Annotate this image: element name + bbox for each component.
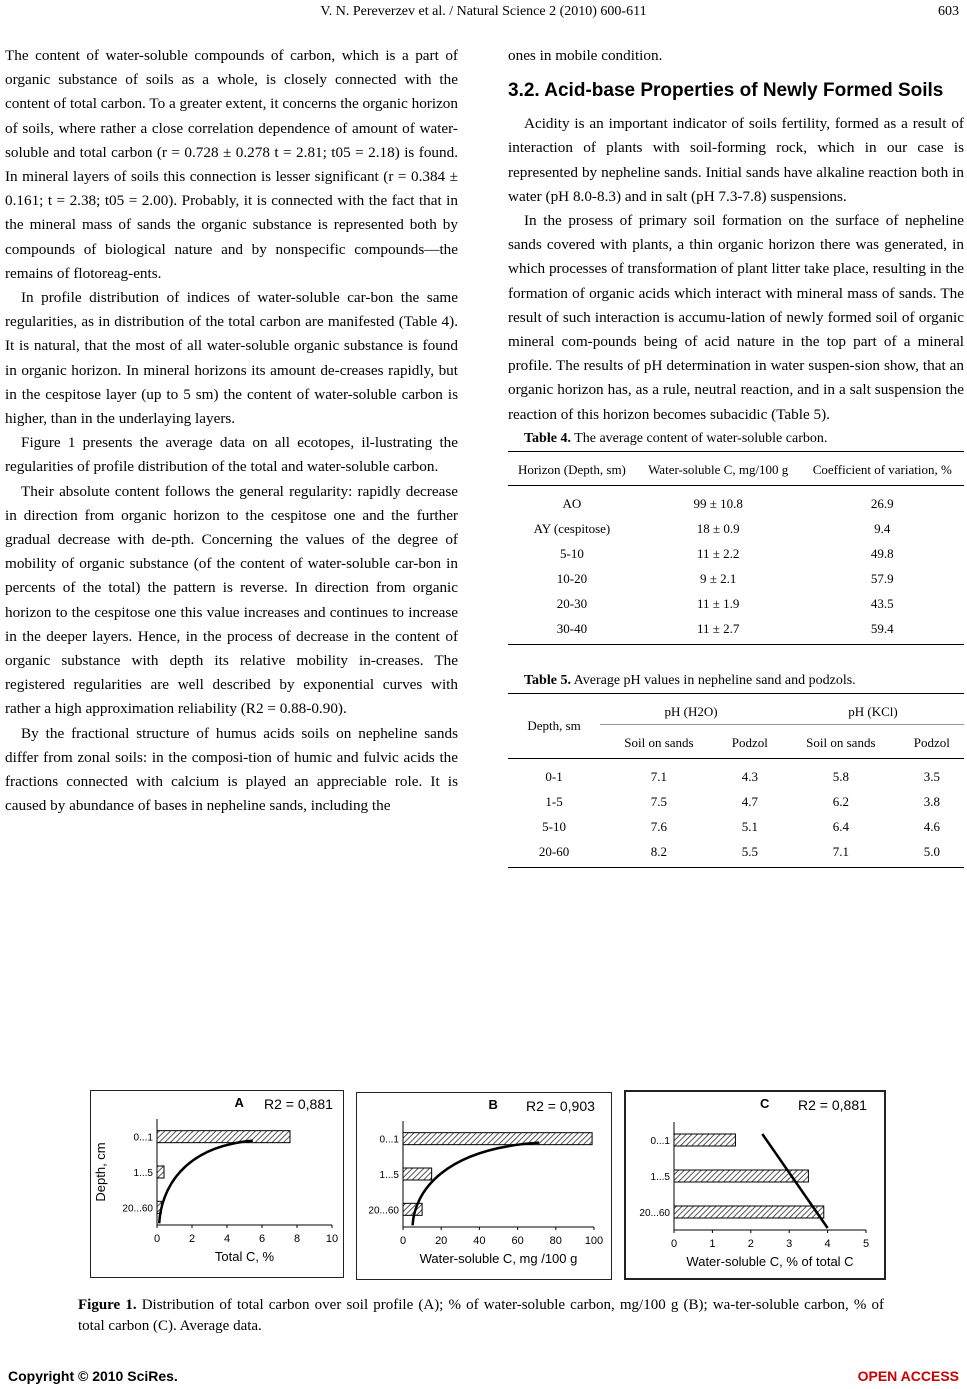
copyright: Copyright © 2010 SciRes. (8, 1368, 178, 1384)
x-tick-label: 6 (258, 1233, 266, 1245)
y-tick-label: 20...60 (122, 1203, 153, 1215)
table4-cell: AO (562, 495, 582, 511)
x-tick-label: 1 (709, 1238, 716, 1250)
left-column (5, 44, 458, 819)
x-tick-label: 40 (473, 1235, 486, 1247)
paragraph: Acidity is an important indicator of soils fertility, formed as a result of interaction of plants with soil-forming rock, which in our case is represented by nepheline sands. Initial sands have alkaline reaction both in water (pH 8.0-8.3) and in salt (pH 7.3-7.8) suspensions. (508, 115, 964, 205)
table5-cell: 4.7 (741, 793, 758, 809)
table5 (508, 693, 964, 868)
paragraph: In profile distribution of indices of water-soluble car-bon the same regularities, as in distribution of the total carbon are manifested (Table 4). It is natural, that the most of all water-soluble organic substance is found in organic horizon. In mineral horizons its amount de-creases rapidly, but in the cespitose layer (up to 5 sm) the content of water-soluble carbon is higher, than in the underlaying layers. (5, 289, 458, 428)
table5-cell: 1-5 (545, 793, 563, 809)
table5-cell: 5.0 (923, 843, 940, 859)
x-tick-label: 0 (670, 1238, 678, 1250)
x-tick-label: 2 (747, 1238, 754, 1250)
y-tick-label: 0...1 (379, 1134, 399, 1146)
chart-b (357, 1093, 611, 1279)
chart-c (626, 1092, 884, 1278)
x-tick-label: 10 (325, 1233, 339, 1245)
y-tick-label: 20...60 (639, 1208, 670, 1219)
table5-group-kcl: pH (KCl) (782, 694, 964, 725)
table4-cell: 11 ± 2.7 (696, 620, 740, 636)
table5-cell: 6.4 (832, 818, 849, 834)
table5-subheader: Podzol (718, 725, 782, 759)
table5-cell: 4.6 (923, 818, 940, 834)
table4-row (508, 616, 964, 645)
page-number: 603 (938, 4, 959, 19)
table4-caption-text: The average content of water-soluble carbon. (570, 430, 828, 446)
bar (674, 1134, 735, 1146)
y-tick-label: 20...60 (368, 1205, 399, 1217)
paragraph: ones in mobile condition. (508, 47, 663, 64)
y-tick-label: 0...1 (650, 1136, 670, 1147)
table5-cell: 5-10 (542, 818, 566, 834)
table5-subheader: Podzol (900, 725, 964, 759)
table4-row (508, 566, 964, 591)
table5-cell: 5.1 (741, 818, 758, 834)
table4-cell: 49.8 (870, 545, 894, 561)
bar (157, 1166, 164, 1178)
table5-cell: 7.1 (650, 768, 668, 784)
table5-row (508, 839, 964, 868)
chart-a (91, 1091, 343, 1277)
table5-cell: 3.5 (923, 768, 940, 784)
table5-caption (508, 669, 964, 693)
table5-row (508, 814, 964, 839)
table4-cell: 30-40 (556, 620, 588, 636)
table5-cell: 4.3 (741, 768, 758, 784)
chart-panel-c (624, 1090, 886, 1280)
x-tick-label: 5 (862, 1238, 870, 1250)
table5-cell: 6.2 (832, 793, 849, 809)
bar (674, 1206, 824, 1218)
table5-row (508, 759, 964, 790)
chart-title: B (488, 1097, 498, 1112)
table4 (508, 451, 964, 645)
paragraph: Figure 1 presents the average data on all ecotopes, il-lustrating the regularities of profile distribution of the total and water-soluble carbon. (5, 434, 458, 476)
table4-cell: 57.9 (870, 570, 894, 586)
table4-header: Water-soluble C, mg/100 g (636, 452, 801, 486)
y-tick-label: 1...5 (133, 1168, 153, 1179)
table5-group-h2o: pH (H2O) (600, 694, 782, 725)
table5-row (508, 789, 964, 814)
bar (157, 1131, 290, 1143)
y-tick-label: 1...5 (379, 1170, 399, 1181)
chart-title: C (760, 1096, 770, 1111)
running-header (0, 4, 967, 24)
x-tick-label: 2 (188, 1233, 196, 1245)
x-axis-label: Water-soluble C, mg /100 g (419, 1251, 578, 1266)
y-axis-label: Depth, cm (93, 1142, 108, 1202)
table4-row (508, 541, 964, 566)
table5-cell: 5.8 (832, 768, 849, 784)
paragraph: The content of water-soluble compounds of carbon, which is a part of organic substance of soils as a whole, is closely connected with the content of total carbon. To a greater extent, it concerns the organic horizon of soils, where rather a close correlation dependence of amount of water-soluble and total carbon (r = 0.728 ± 0.278 t = 2.81; t05 = 2.18) is found. In mineral layers of soils this connection is lesser significant (r = 0.384 ± 0.161; t = 2.38; t05 = 2.00). Probably, it is connected with the fact that in the mineral mass of sands the organic substance is represented both by compounds of biological nature and by nonspecific compounds—the remains of flotoreag-ents. (5, 47, 458, 282)
table5-cell: 3.8 (923, 793, 940, 809)
table5-caption-text: Average pH values in nepheline sand and podzols. (570, 673, 856, 689)
bar (403, 1203, 422, 1215)
table5-cell: 7.6 (650, 818, 668, 834)
table4-cell: 10-20 (556, 570, 588, 586)
table5-cell: 7.1 (832, 843, 849, 859)
paragraph: In the prosess of primary soil formation on the surface of nepheline sands covered with plants, a thin organic horizon there was generated, in which processes of transformation of plant litter take place, resulting in the formation of organic acids which interact with mineral mass of sands. The result of such interaction is accumu-lation of newly formed soil of organic mineral com-pounds being of acid nature in the top part of a mineral profile. The results of pH determination in water suspen-sion show, that an organic horizon has, as a rule, neutral reaction, and in a salt suspension the reaction of this horizon becomes subacidic (Table 5). (508, 212, 964, 423)
table5-cell: 5.5 (741, 843, 758, 859)
x-tick-label: 3 (786, 1238, 793, 1250)
r-squared-label: R2 = 0,881 (798, 1097, 867, 1113)
x-tick-label: 4 (223, 1233, 231, 1245)
x-tick-label: 0 (153, 1233, 161, 1245)
bar (403, 1168, 432, 1180)
table4-cell: AY (cespitose) (533, 520, 611, 536)
paragraph: By the fractional structure of humus acids soils on nepheline sands differ from zonal soils: in the composi-tion of humic and fulvic acids the fractions connected with calcium is played an appreciable role. It is caused by abundance of bases in nepheline sands, including the (5, 724, 458, 815)
x-tick-label: 8 (293, 1233, 301, 1245)
x-tick-label: 0 (399, 1235, 407, 1247)
bar (403, 1133, 592, 1145)
table4-row (508, 591, 964, 616)
table4-cell: 5-10 (560, 545, 584, 561)
open-access-label: OPEN ACCESS (857, 1368, 959, 1384)
table5-cell: 0-1 (545, 768, 563, 784)
table4-caption (508, 427, 964, 451)
x-axis-label: Total C, % (214, 1249, 275, 1264)
table4-cell: 9 ± 2.1 (700, 570, 737, 586)
table4-cell: 11 ± 2.2 (696, 545, 740, 561)
table4-cell: 20-30 (556, 595, 588, 611)
r-squared-label: R2 = 0,881 (264, 1096, 333, 1112)
trendline (159, 1141, 253, 1224)
x-tick-label: 80 (549, 1235, 562, 1247)
table5-subheader: Soil on sands (782, 725, 900, 759)
table4-cell: 59.4 (870, 620, 894, 636)
table4-row (508, 486, 964, 517)
x-axis-label: Water-soluble C, % of total C (686, 1254, 854, 1269)
chart-panel-a (90, 1090, 344, 1278)
table5-cell: 7.5 (650, 793, 668, 809)
r-squared-label: R2 = 0,903 (526, 1098, 595, 1114)
table4-header: Horizon (Depth, sm) (508, 452, 636, 486)
table4-cell: 43.5 (870, 595, 894, 611)
running-title: V. N. Pereverzev et al. / Natural Science 2 (2010) 600-611 (320, 4, 647, 19)
table4-caption-label: Table 4. (524, 430, 571, 446)
trendline (413, 1143, 540, 1226)
y-tick-label: 1...5 (650, 1172, 670, 1183)
table4-cell: 11 ± 1.9 (696, 595, 740, 611)
paragraph: Their absolute content follows the general regularity: rapidly decrease in direction from organic horizon to the cespitose one and the further gradual decrease with de-pth. Concerning the values of the degree of mobility of organic substance (of the content of water-soluble car-bon in percents of the total) the pattern is reverse. In direction from organic horizon to the cespitose one this value increases and continues to increase in the deeper layers. Hence, in the process of decrease in the content of organic substance with depth its relative mobility in-creases. The registered regularities are well described by exponential curves with rather a high approximation reliability (R2 = 0.88-0.90). (5, 482, 458, 718)
section-heading: 3.2. Acid-base Properties of Newly Formed Soils (508, 80, 944, 102)
table5-caption-label: Table 5. (524, 673, 571, 689)
table4-row (508, 516, 964, 541)
x-tick-label: 100 (584, 1235, 604, 1247)
figure-caption (78, 1295, 884, 1337)
table5-cell: 8.2 (650, 843, 668, 859)
table5-subheader: Soil on sands (600, 725, 718, 759)
table4-cell: 26.9 (870, 495, 894, 511)
table5-cell: 20-60 (538, 843, 570, 859)
table4-cell: 99 ± 10.8 (693, 495, 743, 511)
figure-caption-text: Distribution of total carbon over soil profile (A); % of water-soluble carbon, mg/100 g (B); wa-ter-soluble carbon, % of total carbon (C). Average data. (78, 1297, 884, 1334)
x-tick-label: 20 (435, 1235, 448, 1247)
x-tick-label: 4 (824, 1238, 831, 1250)
right-column (508, 44, 964, 868)
x-tick-label: 60 (511, 1235, 524, 1247)
figure-caption-label: Figure 1. (78, 1297, 137, 1313)
table4-cell: 9.4 (874, 520, 891, 536)
y-tick-label: 0...1 (133, 1132, 153, 1144)
table4-header: Coefficient of variation, % (801, 452, 964, 486)
table4-cell: 18 ± 0.9 (696, 520, 740, 536)
chart-panel-b (356, 1092, 612, 1280)
table5-depth-header: Depth, sm (508, 694, 600, 759)
chart-title: A (234, 1095, 244, 1110)
